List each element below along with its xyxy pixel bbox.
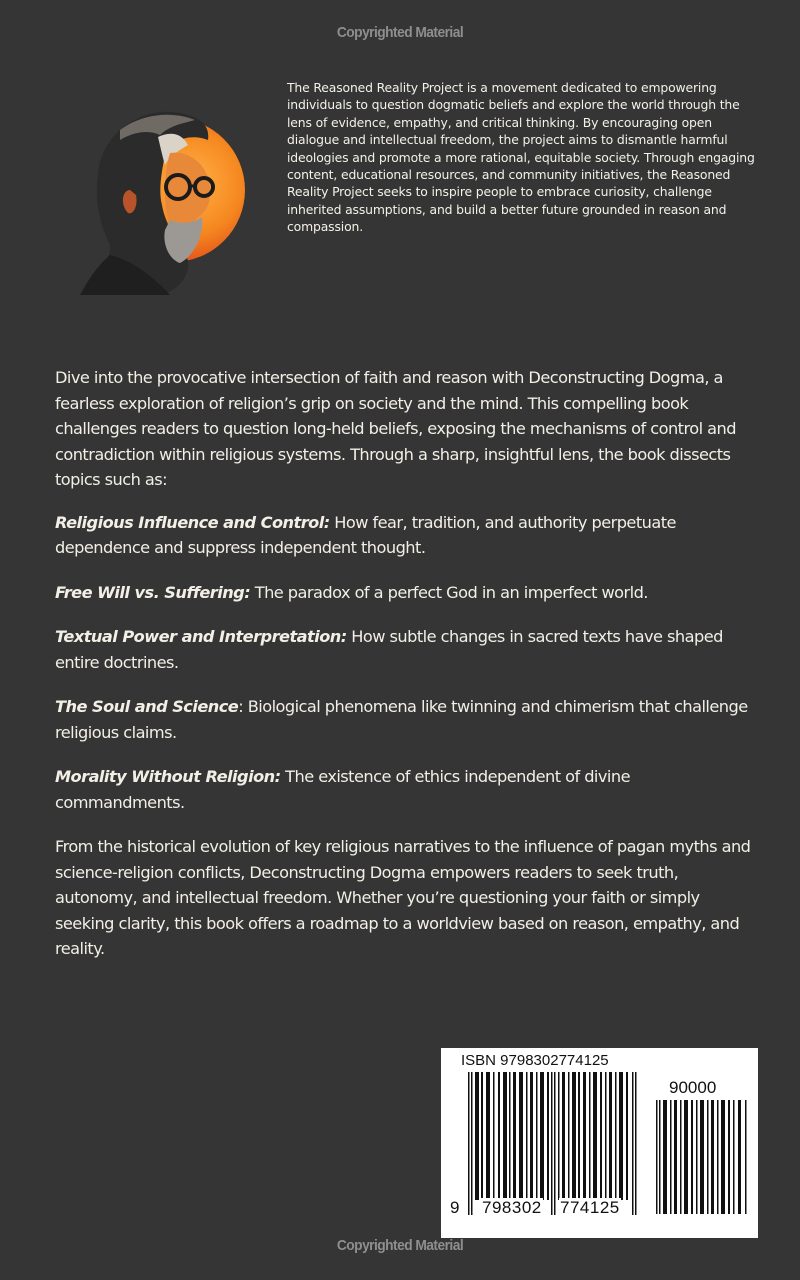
copyright-watermark-top: Copyrighted Material	[336, 24, 464, 41]
topic-title: Morality Without Religion:	[55, 767, 281, 786]
isbn-label: ISBN 9798302774125	[461, 1052, 609, 1069]
barcode-digit-first: 9	[450, 1198, 460, 1217]
topic-title: Religious Influence and Control:	[55, 512, 330, 532]
portrait-illustration-icon	[70, 95, 260, 295]
topic-title: Free Will vs. Suffering:	[55, 582, 251, 602]
barcode-digits-left: 798302	[482, 1198, 542, 1217]
topic-description: The paradox of a perfect God in an imperfect world.	[250, 582, 648, 602]
price-addon-label: 90000	[669, 1078, 717, 1097]
topic-title: Textual Power and Interpretation:	[55, 627, 347, 646]
topic-description: How fear, tradition, and authority perpetuate dependence and suppress independent thought.	[55, 512, 676, 557]
book-blurb	[55, 365, 755, 981]
topic-description: How subtle changes in sacred texts have shaped entire doctrines.	[55, 627, 723, 672]
topic-item	[55, 580, 755, 606]
topic-item	[55, 510, 755, 561]
addon-barcode-bars-icon	[656, 1100, 751, 1214]
author-portrait	[70, 95, 260, 295]
blurb-intro: Dive into the provocative intersection of faith and reason with Deconstructing Dogma, a fearless exploration of religion’s grip on society and the mind. This compelling book challenges readers to question long-held beliefs, exposing the mechanisms of control and contradiction within religious systems. Through a sharp, insightful lens, the book dissects topics such as:	[55, 368, 736, 489]
topic-title: The Soul and Science	[55, 697, 239, 716]
topic-description: : Biological phenomena like twinning and chimerism that challenge religious claims.	[55, 697, 748, 742]
isbn-barcode	[441, 1048, 758, 1238]
barcode-bars-icon	[468, 1072, 638, 1215]
blurb-closing: From the historical evolution of key religious narratives to the influence of pagan myths and science-religion conflicts, Deconstructing Dogma empowers readers to seek truth, autonomy, and intellectual freedom. Whether you’re questioning your faith or simply seeking clarity, this book offers a roadmap to a worldview based on reason, empathy, and reality.	[55, 837, 751, 958]
topic-item	[55, 624, 755, 675]
barcode-digits-right: 774125	[560, 1198, 620, 1217]
topic-description: The existence of ethics independent of divine commandments.	[55, 767, 630, 812]
topic-item	[55, 694, 755, 745]
copyright-watermark-bottom: Copyrighted Material	[336, 1237, 464, 1254]
about-project-text: The Reasoned Reality Project is a movement dedicated to empowering individuals to question dogmatic beliefs and explore the world through the lens of evidence, empathy, and critical thinking. By encouraging open dialogue and intellectual freedom, the project aims to dismantle harmful ideologies and promote a more rational, equitable society. Through engaging content, educational resources, and community initiatives, the Reasoned Reality Project seeks to inspire people to embrace curiosity, challenge inherited assumptions, and build a better future grounded in reason and compassion.	[287, 80, 755, 235]
topic-item	[55, 764, 755, 815]
